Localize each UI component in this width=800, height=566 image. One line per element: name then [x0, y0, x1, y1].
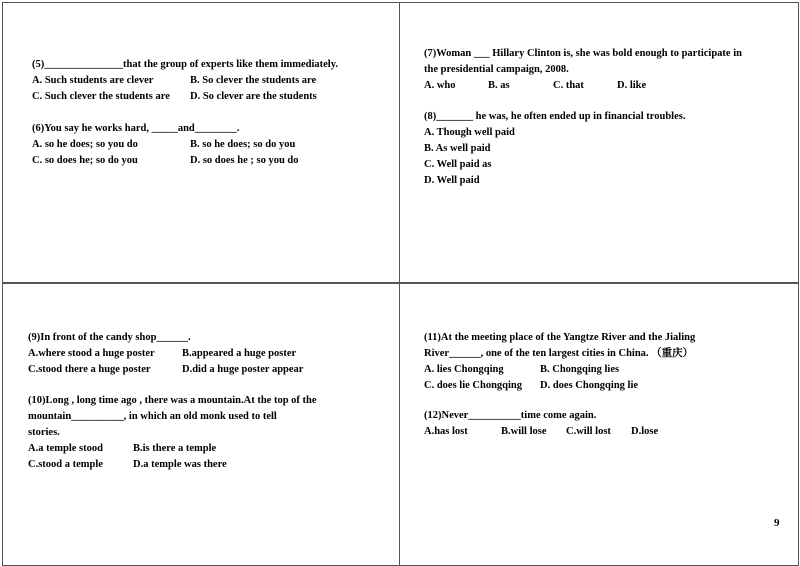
question-stem-line: (7)Woman ___ Hillary Clinton is, she was bold enough to participate in [424, 48, 742, 59]
option-a: A.a temple stood [28, 443, 103, 454]
option-c: C. does lie Chongqing [424, 380, 523, 391]
question-stem-line: the presidential campaign, 2008. [424, 64, 569, 75]
option-b: B.will lose [501, 426, 547, 437]
option-a: A.where stood a huge poster [28, 348, 155, 359]
question-5 [32, 57, 338, 105]
option-c: C. Well paid as [424, 159, 492, 170]
question-8 [424, 109, 685, 189]
option-d: D. like [617, 80, 647, 91]
option-d: D. so does he ; so you do [190, 155, 299, 166]
option-b: B. as [488, 80, 510, 91]
question-stem-line: stories. [28, 427, 60, 438]
option-a: A. who [424, 80, 456, 91]
option-b: B. Chongqing lies [540, 364, 620, 375]
option-d: D.lose [631, 426, 659, 437]
option-d: D.a temple was there [133, 459, 227, 470]
question-11 [424, 330, 695, 394]
question-stem: (5)_______________that the group of experts like them immediately. [32, 59, 339, 70]
option-b: B. As well paid [424, 143, 491, 154]
question-9 [28, 330, 304, 378]
option-a: A.has lost [424, 426, 468, 437]
option-b: B. so he does; so do you [190, 139, 296, 150]
option-d: D. So clever are the students [190, 91, 317, 102]
option-b: B.is there a temple [133, 443, 217, 454]
option-b: B. So clever the students are [190, 75, 317, 86]
option-row [28, 457, 317, 473]
question-7 [424, 46, 742, 94]
question-6 [32, 121, 299, 169]
question-stem: (6)You say he works hard, _____and________. [32, 123, 240, 134]
question-10 [28, 393, 317, 473]
option-c: C. so does he; so do you [32, 155, 138, 166]
question-stem: (9)In front of the candy shop______. [28, 332, 191, 343]
option-a: A. Though well paid [424, 127, 515, 138]
option-row [28, 346, 297, 362]
option-a: A. so he does; so you do [32, 139, 138, 150]
option-row [32, 73, 338, 89]
option-c: C.stood a temple [28, 459, 103, 470]
option-row [424, 78, 742, 94]
option-d: D. does Chongqing lie [540, 380, 639, 391]
option-row [28, 362, 304, 378]
question-stem: (8)_______ he was, he often ended up in financial troubles. [424, 111, 686, 122]
option-row [32, 89, 338, 105]
question-stem-line: (11)At the meeting place of the Yangtze River and the Jialing [424, 332, 696, 343]
option-row [32, 137, 296, 153]
question-stem-line: mountain__________, in which an old monk used to tell [28, 411, 277, 422]
question-stem-line: (10)Long , long time ago , there was a mountain.At the top of the [28, 395, 317, 406]
question-stem-line: River______, one of the ten largest cities in China. （重庆） [424, 348, 694, 359]
option-c: C.will lost [566, 426, 611, 437]
option-row [424, 362, 695, 378]
page-number: 9 [774, 517, 780, 529]
option-c: C.stood there a huge poster [28, 364, 151, 375]
option-row [32, 153, 299, 169]
option-d: D.did a huge poster appear [182, 364, 304, 375]
question-stem: (12)Never__________time come again. [424, 410, 597, 421]
option-d: D. Well paid [424, 175, 480, 186]
option-c: C. that [553, 80, 584, 91]
option-b: B.appeared a huge poster [182, 348, 297, 359]
option-a: A. lies Chongqing [424, 364, 504, 375]
option-a: A. Such students are clever [32, 75, 154, 86]
option-row [424, 378, 695, 394]
question-12 [424, 408, 659, 440]
option-row [28, 441, 317, 457]
option-row [424, 424, 659, 440]
option-c: C. Such clever the students are [32, 91, 170, 102]
